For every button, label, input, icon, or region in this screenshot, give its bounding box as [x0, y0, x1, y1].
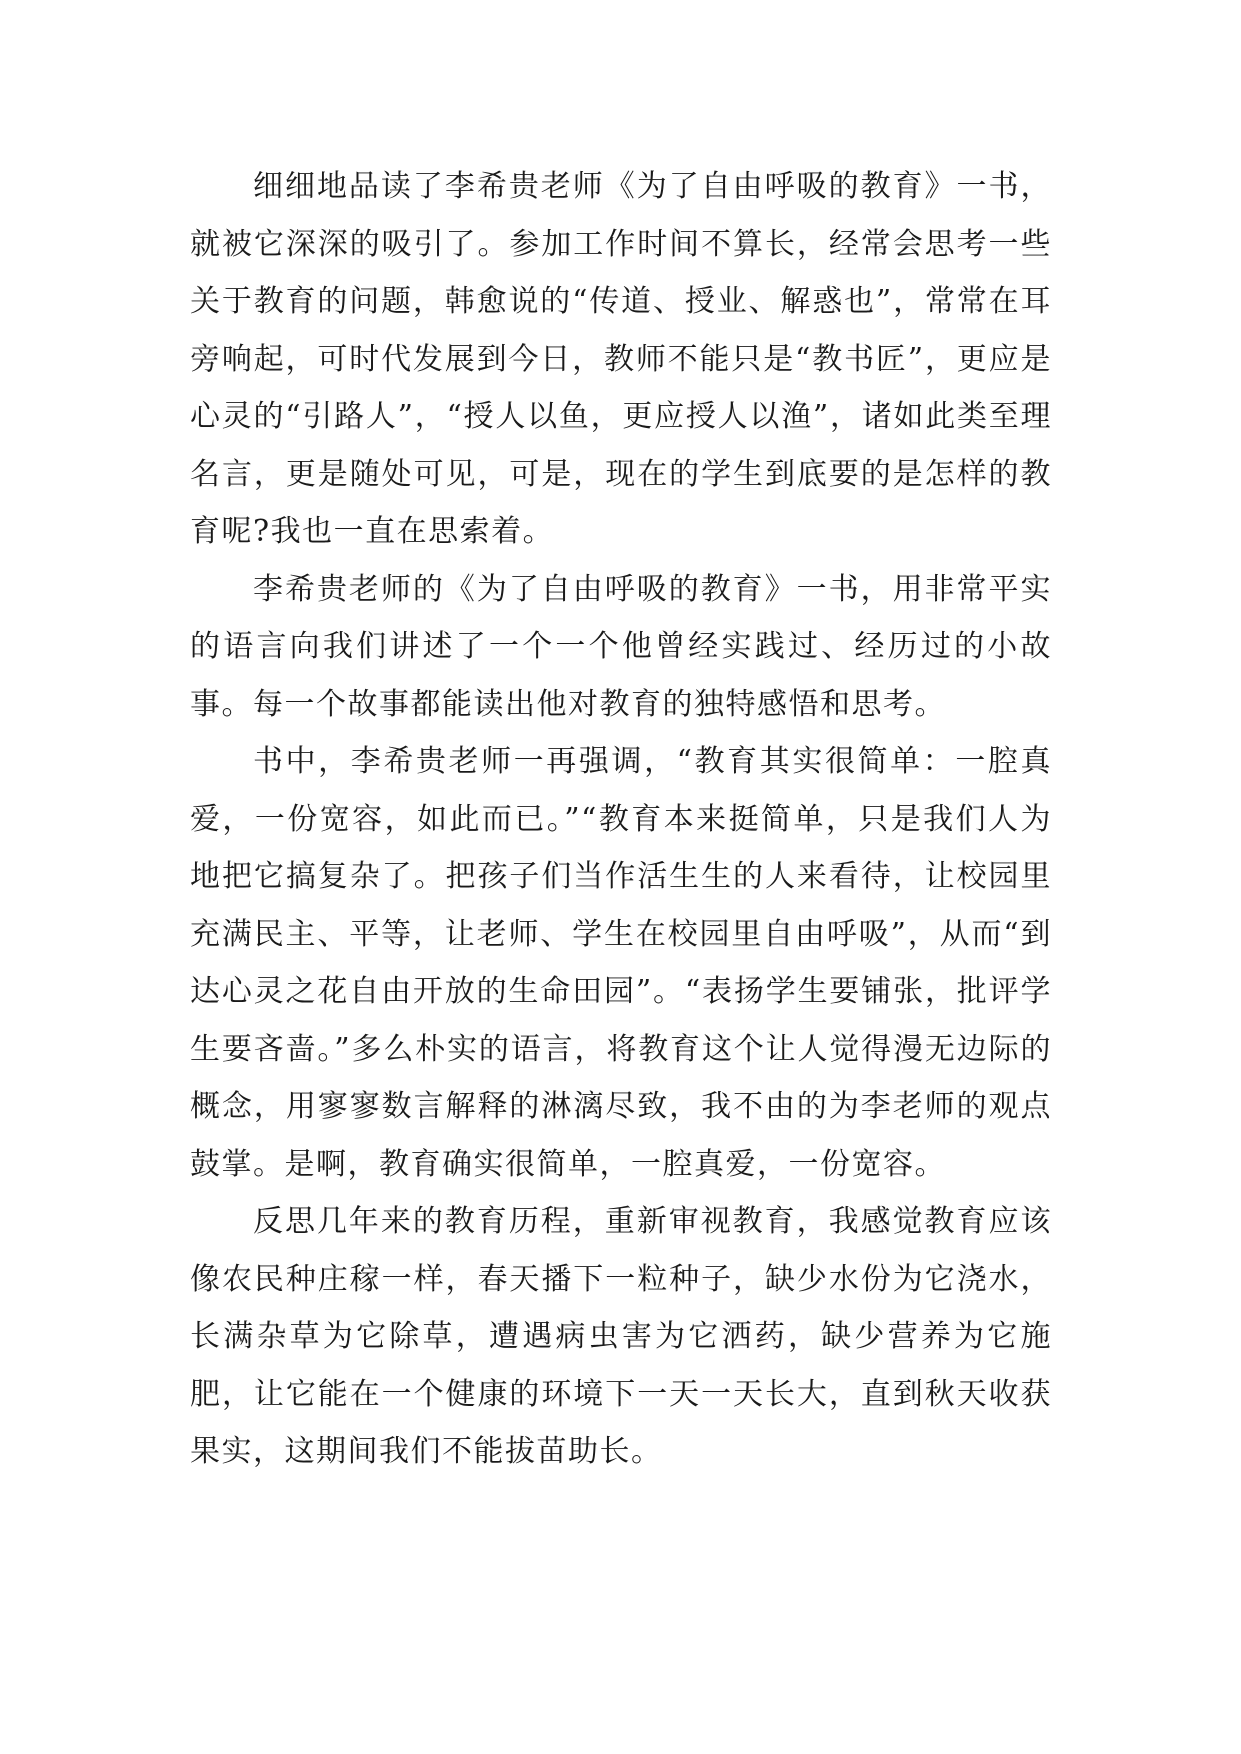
paragraph-1: 细细地品读了李希贵老师《为了自由呼吸的教育》一书，就被它深深的吸引了。参加工作时间不算长，经常会思考一些关于教育的问题，韩愈说的“传道、授业、解惑也”，常常在耳旁响起，可时代发展到今日，教师不能只是“教书匠”，更应是心灵的“引路人”，“授人以鱼，更应授人以渔”，诸如此类至理名言，更是随处可见，可是，现在的学生到底要的是怎样的教育呢?我也一直在思索着。 — [190, 169, 1052, 549]
paragraph-4: 反思几年来的教育历程，重新审视教育，我感觉教育应该像农民种庄稼一样，春天播下一粒种子，缺少水份为它浇水，长满杂草为它除草，遭遇病虫害为它洒药，缺少营养为它施肥，让它能在一个健康的环境下一天一天长大，直到秋天收获果实，这期间我们不能拔苗助长。 — [190, 1204, 1052, 1469]
paragraph-3: 书中，李希贵老师一再强调，“教育其实很简单：一腔真爱，一份宽容，如此而已。”“教育本来挺简单，只是我们人为地把它搞复杂了。把孩子们当作活生生的人来看待，让校园里充满民主、平等，让老师、学生在校园里自由呼吸”，从而“到达心灵之花自由开放的生命田园”。“表扬学生要铺张，批评学生要吝啬。”多么朴实的语言，将教育这个让人觉得漫无边际的概念，用寥寥数言解释的淋漓尽致，我不由的为李老师的观点鼓掌。是啊，教育确实很简单，一腔真爱，一份宽容。 — [190, 744, 1052, 1182]
paragraph-2: 李希贵老师的《为了自由呼吸的教育》一书，用非常平实的语言向我们讲述了一个一个他曾经实践过、经历过的小故事。每一个故事都能读出他对教育的独特感悟和思考。 — [190, 571, 1052, 722]
document-body — [190, 158, 1052, 1481]
